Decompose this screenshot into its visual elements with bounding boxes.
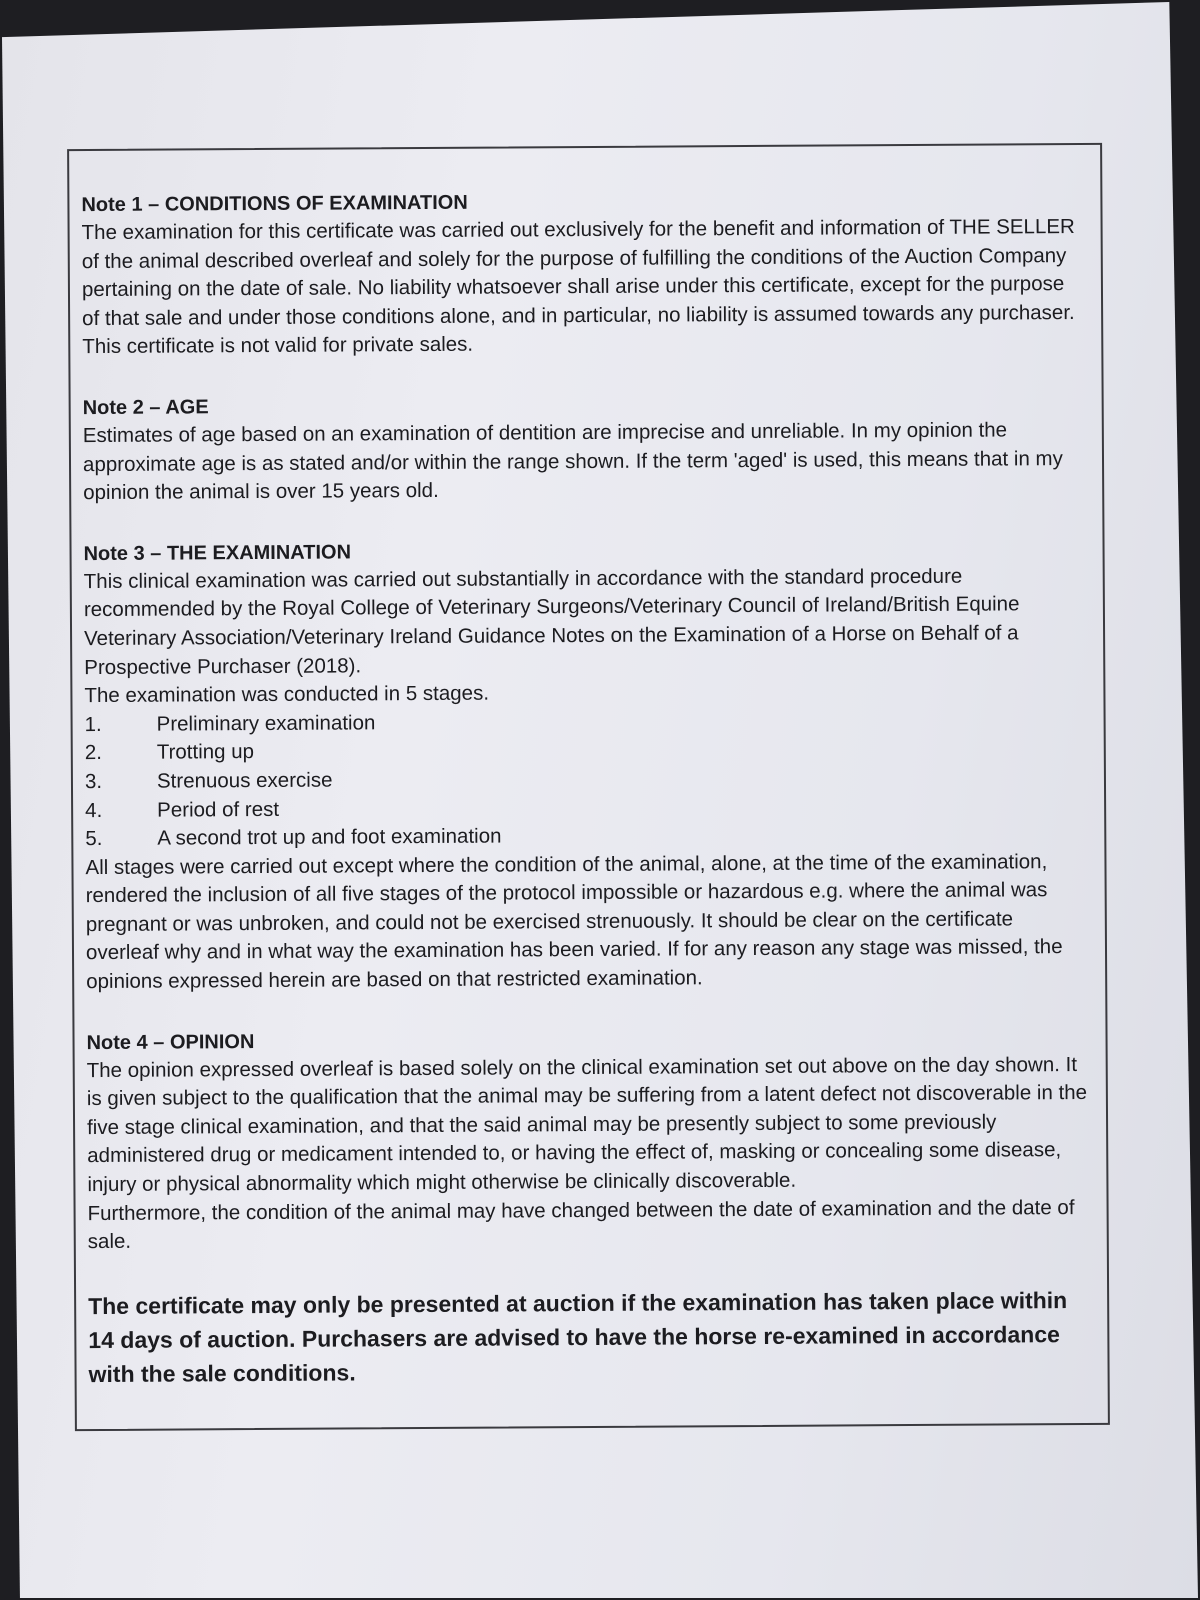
note-heading: Note 4 – OPINION <box>86 1030 255 1054</box>
stage-number: 3. <box>84 769 103 793</box>
final-notice: The certificate may only be presented at auction if the examination has taken place within 14 days of auction. Purchasers are advised to have the horse re-examined in accordance with the sale conditions. <box>88 1286 1068 1387</box>
examination-stages-list <box>85 705 1091 854</box>
stage-number: 2. <box>84 741 102 765</box>
stage-number: 5. <box>85 827 103 851</box>
note-heading: Note 3 – THE EXAMINATION <box>83 541 352 565</box>
note-paragraph: The examination was conducted in 5 stages. <box>84 681 490 708</box>
note-paragraph: All stages were carried out except where the condition of the animal, alone, at the time of the examination, rendered the inclusion of all five stages of the protocol impossible or hazardous e.g. where the animal was pregnant or was unbroken, and could not be exercised strenuously. It should be clear on the certificate overleaf why and in what way the examination has been varied. If for any reason any stage was missed, the opinions expressed herein are based on that restricted examination. <box>85 849 1063 994</box>
stage-number: 4. <box>85 798 103 822</box>
note-heading: Note 1 – CONDITIONS OF EXAMINATION <box>81 191 468 217</box>
stage-label: Period of rest <box>157 797 280 822</box>
note-3-examination <box>83 534 1091 997</box>
note-2-age <box>83 388 1089 508</box>
stage-label: Strenuous exercise <box>156 768 333 793</box>
note-1-conditions <box>81 185 1087 362</box>
stage-label: Preliminary examination <box>156 711 376 736</box>
note-paragraph: The opinion expressed overleaf is based solely on the clinical examination set out above on the day shown. It is given subject to the qualification that the animal may be suffering from a latent defect not discoverable in the five stage clinical examination, and that the said animal may be presently subject to some previously administered drug or medicament intended to, or having the effect of, masking or concealing some disease, injury or physical abnormality which might otherwise be clinically discoverable. <box>86 1052 1088 1197</box>
note-4-opinion <box>86 1023 1092 1257</box>
note-paragraph: The examination for this certificate was carried out exclusively for the benefit and information of THE SELLER of the animal described overleaf and solely for the purpose of fulfilling the conditions of the Auction Company pertaining on the date of sale. No liability whatsoever shall arise under this certificate, except for the purpose of that sale and under those conditions alone, and in particular, no liability is assumed towards any purchaser. This certificate is not valid for private sales. <box>81 215 1075 359</box>
note-heading: Note 2 – AGE <box>82 396 209 420</box>
note-paragraph: Furthermore, the condition of the animal may have changed between the date of examination and the date of sale. <box>87 1195 1075 1254</box>
stage-label: Trotting up <box>156 740 255 764</box>
stage-number: 1. <box>84 712 102 736</box>
certificate-notes-box <box>67 143 1110 1431</box>
note-paragraph: This clinical examination was carried out substantially in accordance with the standard procedure recommended by the Royal College of Veterinary Surgeons/Veterinary Council of Ireland/British Equine Veterinary Association/Veterinary Ireland Guidance Notes on the Examination of a Horse on Behalf of a Prospective Purchaser (2018). <box>83 564 1020 679</box>
note-paragraph: Estimates of age based on an examination of dentition are imprecise and unreliable. In my opinion the approximate age is as stated and/or within the range shown. If the term 'aged' is used, this means that in my opinion the animal is over 15 years old. <box>82 418 1063 505</box>
stage-label: A second trot up and foot examination <box>157 824 502 850</box>
